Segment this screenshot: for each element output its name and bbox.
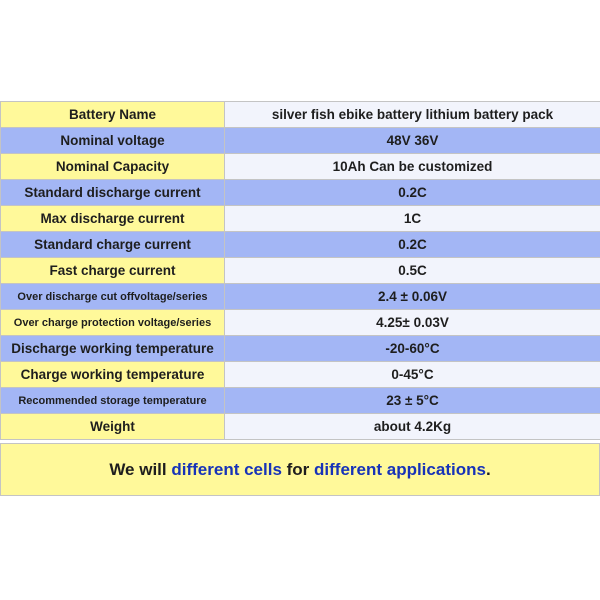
footer-highlight: different applications [314, 459, 486, 479]
spec-value: 10Ah Can be customized [225, 154, 600, 180]
spec-label: Weight [1, 414, 225, 440]
spec-row-discharge-working-temperature [1, 336, 600, 362]
spec-label: Standard discharge current [1, 180, 225, 206]
spec-row-recommended-storage-temperature [1, 388, 600, 414]
spec-row-nominal-voltage [1, 128, 600, 154]
spec-row-over-charge-protection [1, 310, 600, 336]
spec-value: 0.2C [225, 232, 600, 258]
footer-text-part: We will [109, 459, 172, 479]
spec-label: Max discharge current [1, 206, 225, 232]
footer-text-part: for [281, 459, 315, 479]
spec-label: Nominal voltage [1, 128, 225, 154]
footer-highlight: different cells [171, 459, 282, 479]
spec-label: Standard charge current [1, 232, 225, 258]
spec-value: 4.25± 0.03V [225, 310, 600, 336]
spec-label: Discharge working temperature [1, 336, 225, 362]
spec-value: 1C [225, 206, 600, 232]
battery-spec-table [0, 101, 600, 440]
footer-text [109, 460, 490, 480]
spec-row-weight [1, 414, 600, 440]
spec-row-charge-working-temperature [1, 362, 600, 388]
spec-row-nominal-capacity [1, 154, 600, 180]
spec-value: 23 ± 5°C [225, 388, 600, 414]
spec-value: 0-45°C [225, 362, 600, 388]
spec-label: Nominal Capacity [1, 154, 225, 180]
footer-text-part: . [485, 459, 491, 479]
spec-value: 2.4 ± 0.06V [225, 284, 600, 310]
spec-value: 0.2C [225, 180, 600, 206]
spec-value: -20-60°C [225, 336, 600, 362]
spec-row-battery-name [1, 102, 600, 128]
spec-row-standard-charge-current [1, 232, 600, 258]
spec-value: silver fish ebike battery lithium battery pack [225, 102, 600, 128]
spec-value: 0.5C [225, 258, 600, 284]
spec-row-max-discharge-current [1, 206, 600, 232]
spec-label: Battery Name [1, 102, 225, 128]
footer-banner [0, 443, 600, 496]
spec-label: Over charge protection voltage/series [1, 310, 225, 336]
spec-label: Charge working temperature [1, 362, 225, 388]
spec-label: Fast charge current [1, 258, 225, 284]
spec-label: Over discharge cut offvoltage/series [1, 284, 225, 310]
spec-value: 48V 36V [225, 128, 600, 154]
spec-value: about 4.2Kg [225, 414, 600, 440]
spec-row-standard-discharge-current [1, 180, 600, 206]
spec-label: Recommended storage temperature [1, 388, 225, 414]
spec-row-fast-charge-current [1, 258, 600, 284]
spec-row-over-discharge-cutoff [1, 284, 600, 310]
